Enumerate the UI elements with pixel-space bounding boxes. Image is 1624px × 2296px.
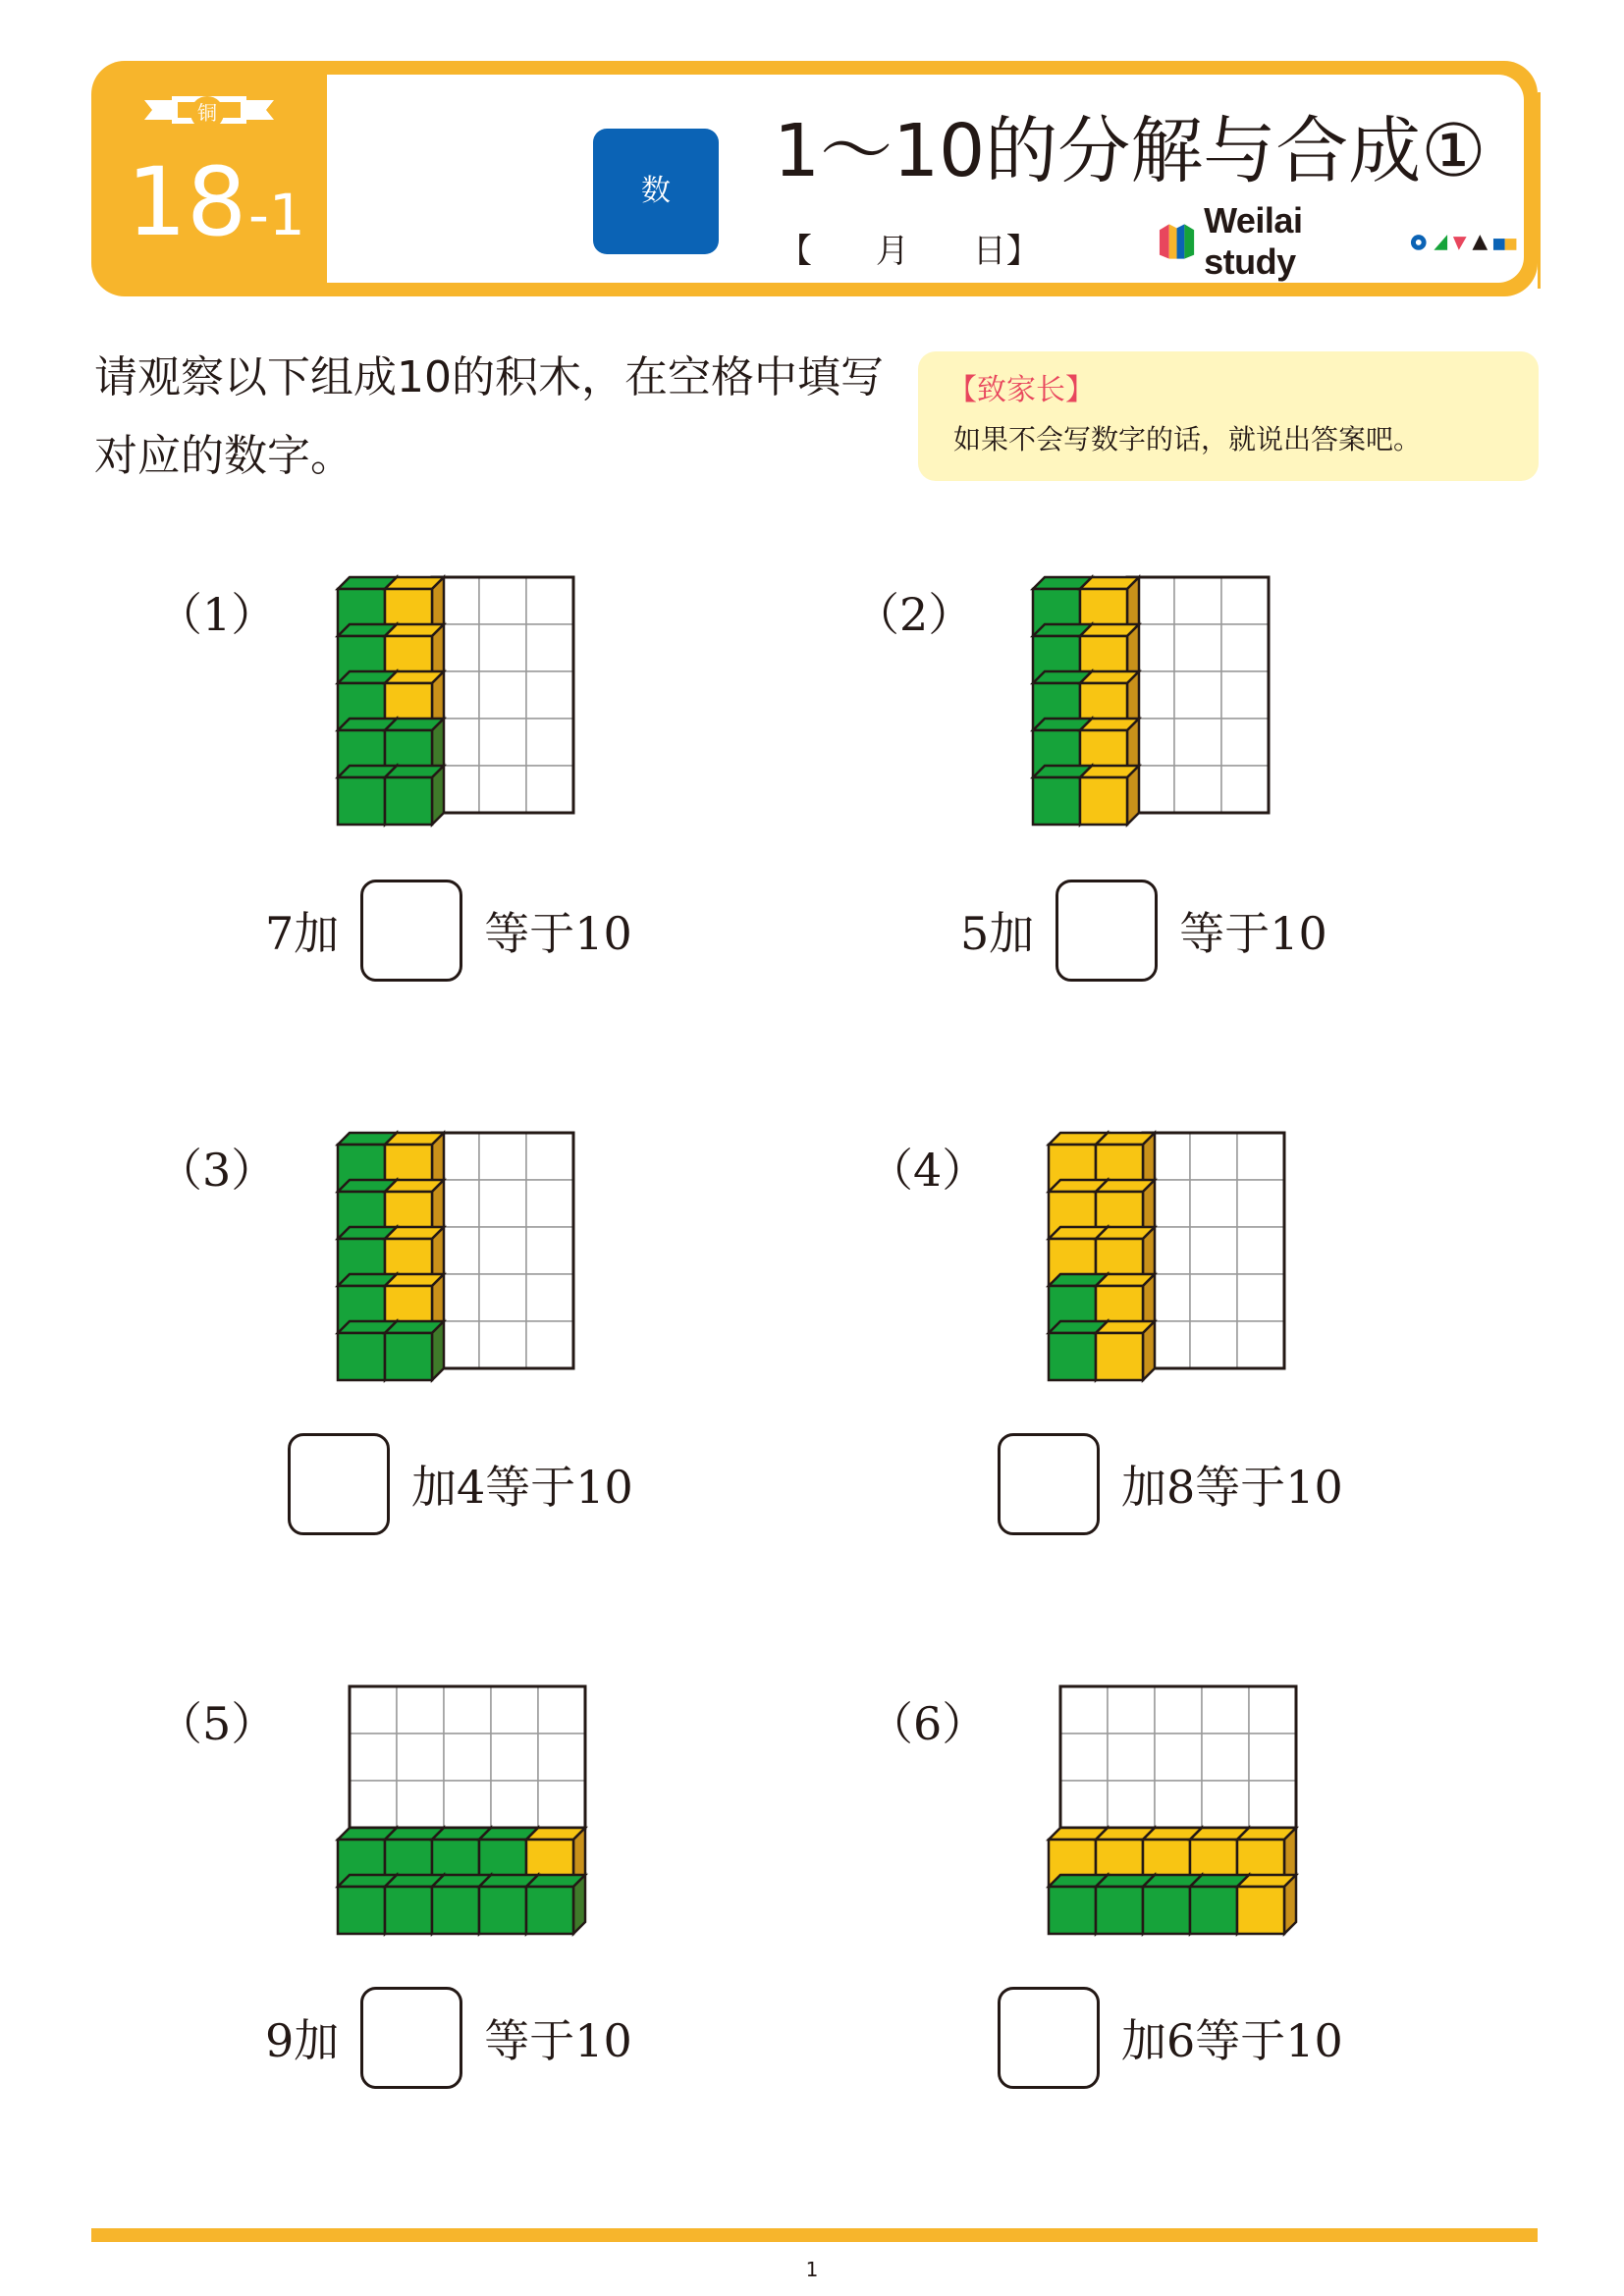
equation-row <box>998 1431 1343 1537</box>
equation-row <box>998 1985 1343 2091</box>
equation-row <box>960 878 1327 984</box>
header-panel <box>327 75 1524 283</box>
empty-grid <box>1143 1133 1284 1368</box>
unit-number: 18 <box>127 147 247 257</box>
answer-box[interactable] <box>360 1987 462 2089</box>
block-illustration <box>1041 1115 1316 1390</box>
yellow-cube <box>1080 766 1139 825</box>
block-illustration <box>1025 560 1300 834</box>
brand-shapes-icon <box>1409 227 1524 256</box>
yellow-cube <box>1096 1321 1155 1380</box>
empty-grid <box>1060 1686 1296 1828</box>
footer-rule <box>91 2228 1538 2242</box>
equation-prefix: 9加 <box>265 2014 340 2067</box>
equation-suffix: 等于10 <box>484 907 632 960</box>
empty-grid <box>432 577 573 813</box>
equation-row <box>265 878 632 984</box>
answer-box[interactable] <box>998 1433 1100 1535</box>
green-cube <box>385 1321 444 1380</box>
block-illustration <box>330 1115 605 1390</box>
block-illustration <box>1041 1669 1316 1944</box>
equation-row <box>288 1431 633 1537</box>
subject-badge: 数 <box>593 129 719 254</box>
unit-sub-number: -1 <box>248 182 305 248</box>
level-badge: 铜 <box>190 96 224 130</box>
equation-suffix: 等于10 <box>484 2014 632 2067</box>
green-cube <box>385 766 444 825</box>
date-field: 【 月 日】 <box>779 232 1040 271</box>
lesson-header <box>91 61 1538 296</box>
equation-suffix: 加4等于10 <box>411 1461 633 1514</box>
brand-logo <box>1158 200 1524 282</box>
parent-note-text: 如果不会写数字的话，就说出答案吧。 <box>953 423 1422 455</box>
empty-grid <box>350 1686 585 1828</box>
parent-note-title: 【致家长】 <box>947 373 1095 407</box>
block-illustration <box>330 560 605 834</box>
empty-grid <box>1127 577 1269 813</box>
answer-box[interactable] <box>360 880 462 982</box>
page-number: 1 <box>805 2258 819 2281</box>
equation-suffix: 加6等于10 <box>1121 2014 1343 2067</box>
equation-suffix: 等于10 <box>1179 907 1327 960</box>
page-title: 1～10的分解与合成① <box>774 109 1487 193</box>
problem-label: （2） <box>854 588 974 641</box>
header-divider <box>1538 92 1541 289</box>
problem-label: （6） <box>868 1697 988 1750</box>
equation-suffix: 加8等于10 <box>1121 1461 1343 1514</box>
parent-note <box>918 351 1539 481</box>
green-cube <box>526 1875 585 1934</box>
equation-prefix: 5加 <box>960 907 1035 960</box>
equation-row <box>265 1985 632 2091</box>
brand-blocks-icon <box>1158 220 1196 263</box>
problem-label: （3） <box>157 1144 277 1197</box>
brand-name: Weilai study <box>1204 200 1303 282</box>
answer-box[interactable] <box>998 1987 1100 2089</box>
block-illustration <box>330 1669 605 1944</box>
problem-label: （5） <box>157 1697 277 1750</box>
equation-prefix: 7加 <box>265 907 340 960</box>
answer-box[interactable] <box>288 1433 390 1535</box>
problem-label: （4） <box>868 1144 988 1197</box>
problem-label: （1） <box>157 588 277 641</box>
instruction-text: 请观察以下组成10的积木，在空格中填写对应的数字。 <box>94 352 884 481</box>
answer-box[interactable] <box>1056 880 1158 982</box>
yellow-cube <box>1237 1875 1296 1934</box>
empty-grid <box>432 1133 573 1368</box>
